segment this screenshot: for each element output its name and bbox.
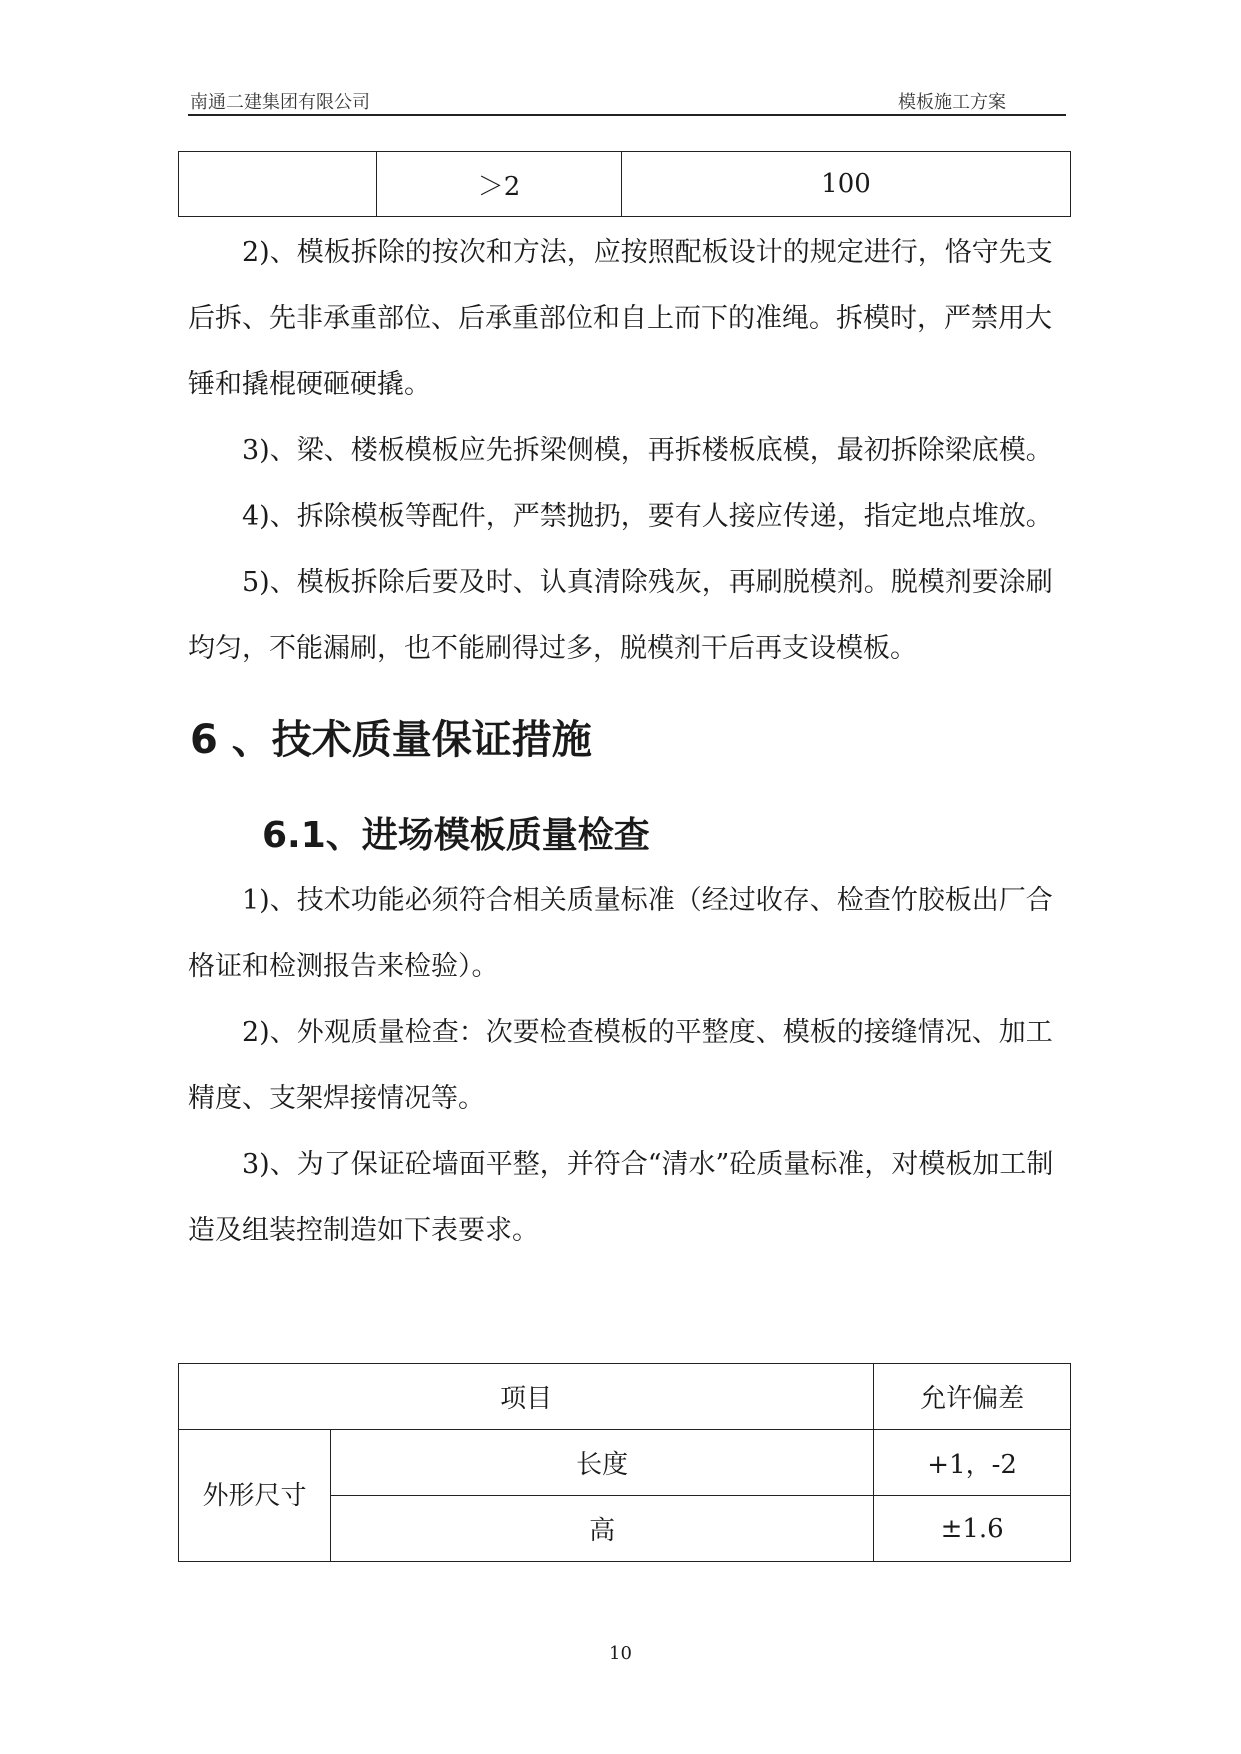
table-header-row <box>179 1364 1071 1430</box>
paragraph-item-2: 2)、模板拆除的按次和方法，应按照配板设计的规定进行，恪守先支后拆、先非承重部位、后承重部位和自上而下的准绳。拆模时，严禁用大锤和撬棍硬砸硬撬。 <box>188 237 1053 400</box>
table-cell: 100 <box>622 152 1071 217</box>
table-row <box>179 152 1071 217</box>
paragraph-item-4: 4)、拆除模板等配件，严禁抛扔，要有人接应传递，指定地点堆放。 <box>242 501 1053 532</box>
header-item: 项目 <box>179 1364 874 1430</box>
row-name: 高 <box>331 1496 874 1562</box>
continued-table <box>178 151 1071 217</box>
group-label: 外形尺寸 <box>179 1430 331 1562</box>
row-name: 长度 <box>331 1430 874 1496</box>
paragraph-item-3: 3)、梁、楼板模板应先拆梁侧模，再拆楼板底模，最初拆除梁底模。 <box>242 435 1053 466</box>
table-row <box>179 1430 1071 1496</box>
header-rule <box>188 114 1066 116</box>
paragraph-check-2: 2)、外观质量检查：次要检查模板的平整度、模板的接缝情况、加工精度、支架焊接情况等。 <box>188 1017 1053 1114</box>
header-allowance: 允许偏差 <box>874 1364 1071 1430</box>
table-cell: ＞2 <box>377 152 622 217</box>
subsection-title: 6.1、进场模板质量检查 <box>262 815 650 856</box>
paragraph-check-3: 3)、为了保证砼墙面平整，并符合“清水”砼质量标准，对模板加工制造及组装控制造如下表要求。 <box>188 1149 1054 1246</box>
page-number: 10 <box>609 1643 632 1664</box>
paragraph-check-1: 1)、技术功能必须符合相关质量标准（经过收存、检查竹胶板出厂合格证和检测报告来检验）。 <box>188 885 1053 982</box>
section-title: 6 、技术质量保证措施 <box>190 717 592 763</box>
paragraph-item-5: 5)、模板拆除后要及时、认真清除残灰，再刷脱模剂。脱模剂要涂刷均匀，不能漏刷，也不能刷得过多，脱模剂干后再支设模板。 <box>188 567 1053 664</box>
row-value: +1，-2 <box>874 1430 1071 1496</box>
header-doc-title: 模板施工方案 <box>898 92 1006 113</box>
header-company: 南通二建集团有限公司 <box>190 92 370 113</box>
tolerance-table <box>178 1363 1071 1562</box>
table-cell <box>179 152 377 217</box>
row-value: ±1.6 <box>874 1496 1071 1562</box>
